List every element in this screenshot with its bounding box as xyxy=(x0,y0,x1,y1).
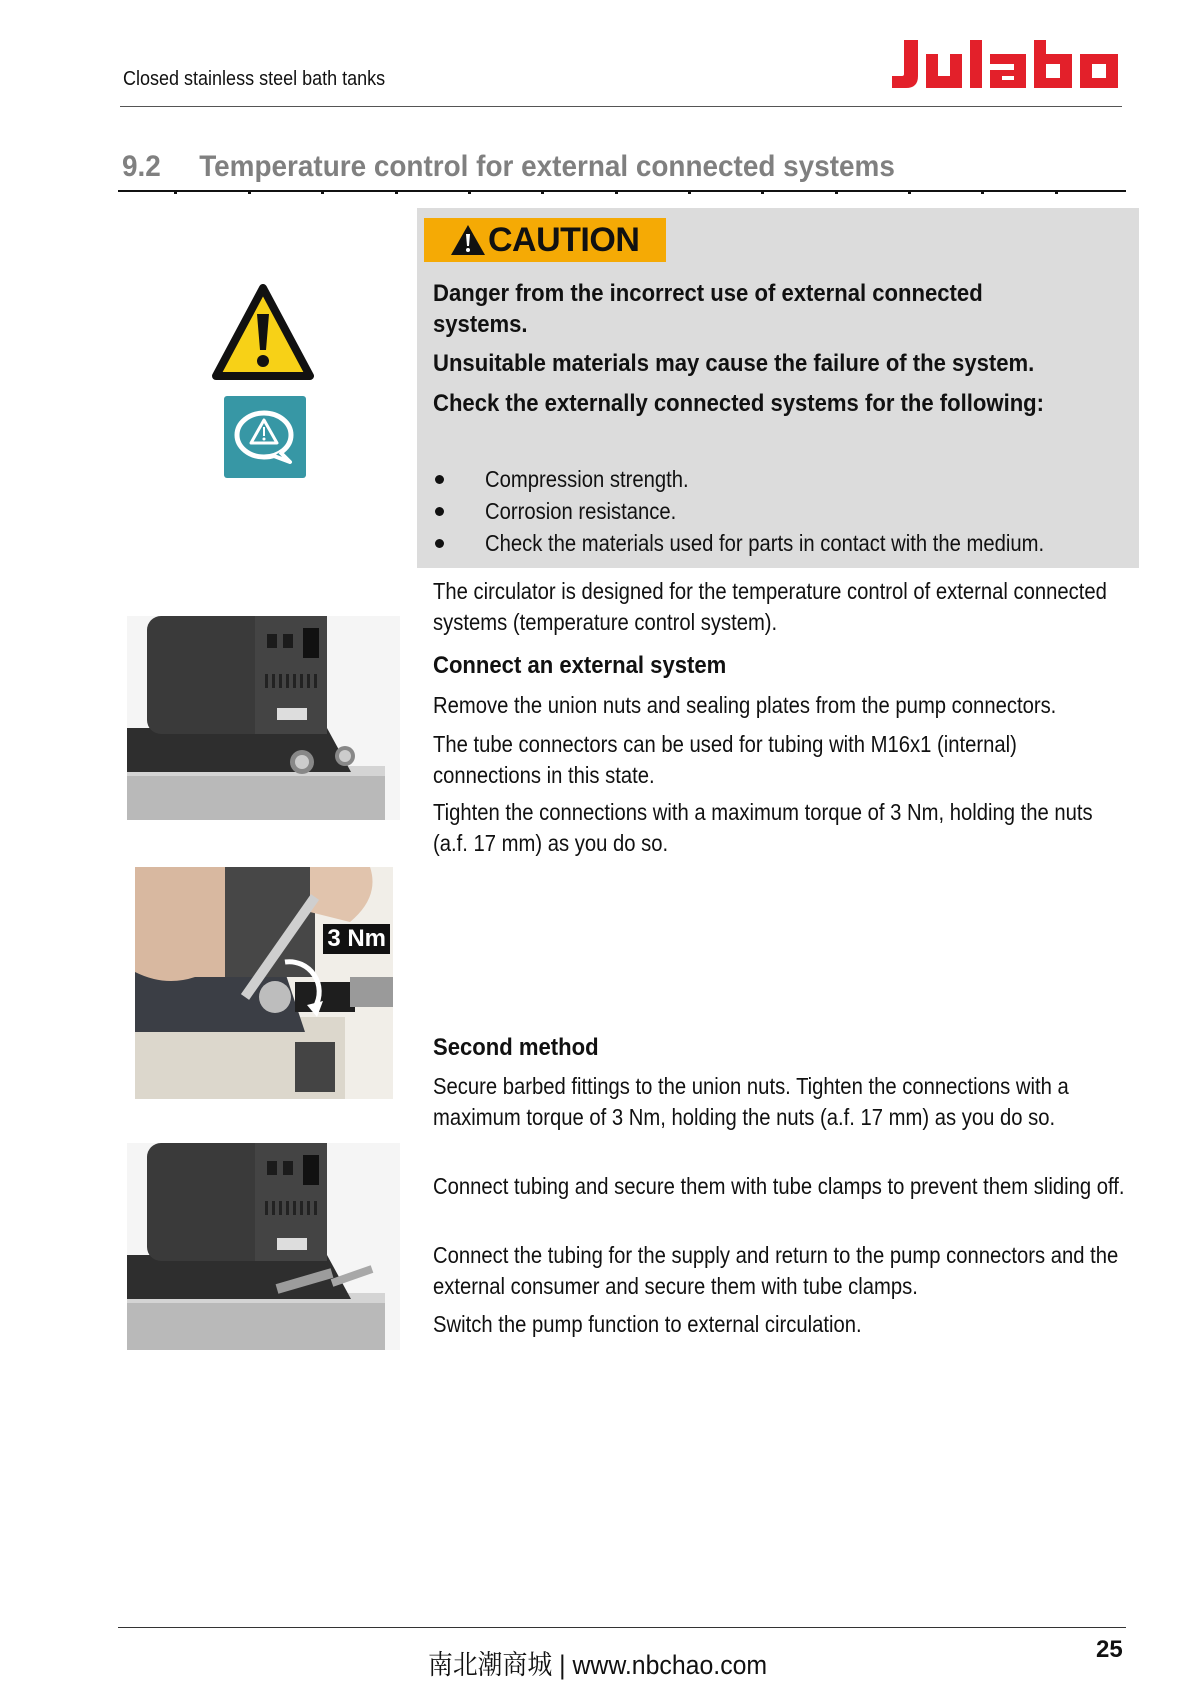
photo-barbed-fittings xyxy=(127,1143,400,1350)
list-item: Compression strength. xyxy=(433,463,1133,495)
bullet-icon xyxy=(435,475,444,484)
section-number: 9.2 xyxy=(122,150,161,183)
caution-title: CAUTION xyxy=(488,220,640,259)
torque-label: 3 Nm xyxy=(323,924,390,954)
header-divider xyxy=(120,106,1122,107)
second-method-heading: Second method xyxy=(433,1034,599,1061)
list-item: Check the materials used for parts in contact with the medium. xyxy=(433,527,1133,559)
speech-bubble-warning-icon xyxy=(224,396,306,478)
caution-triangle-icon xyxy=(450,224,486,256)
connect-step: The tube connectors can be used for tubing with M16x1 (internal) connections in this state. xyxy=(433,731,1017,788)
footer-watermark: 南北潮商城 | www.nbchao.com xyxy=(428,1650,768,1680)
warning-triangle-icon xyxy=(212,284,314,382)
caution-bullet-list xyxy=(433,463,1133,559)
second-step: Switch the pump function to external circulation. xyxy=(433,1311,862,1337)
caution-materials-text: Unsuitable materials may cause the failure of the system. xyxy=(433,350,1035,377)
section-title: Temperature control for external connected systems xyxy=(199,150,895,183)
connect-step: Remove the union nuts and sealing plates from the pump connectors. xyxy=(433,692,1057,718)
intro-paragraph: The circulator is designed for the temperature control of external connected systems (temperature control system). xyxy=(433,578,1107,635)
second-step: Secure barbed fittings to the union nuts. Tighten the connections with a maximum torque of 3 Nm, holding the nuts (a.f. 17 mm) as you do so. xyxy=(433,1073,1069,1130)
photo-torque-wrench xyxy=(135,867,393,1099)
connect-heading: Connect an external system xyxy=(433,652,727,679)
julabo-logo xyxy=(890,36,1120,94)
bullet-icon xyxy=(435,507,444,516)
photo-pump-connectors xyxy=(127,616,400,820)
caution-box xyxy=(417,208,1139,568)
section-heading xyxy=(122,150,895,184)
connect-step: Tighten the connections with a maximum torque of 3 Nm, holding the nuts (a.f. 17 mm) as you do so. xyxy=(433,799,1093,856)
section-divider xyxy=(118,190,1126,192)
footer-divider xyxy=(118,1627,1126,1628)
caution-label xyxy=(424,218,666,262)
second-step: Connect tubing and secure them with tube clamps to prevent them sliding off. xyxy=(433,1173,1125,1199)
list-item: Corrosion resistance. xyxy=(433,495,1133,527)
running-title: Closed stainless steel bath tanks xyxy=(123,68,386,90)
caution-danger-text: Danger from the incorrect use of external connected systems. xyxy=(433,280,983,338)
caution-check-text: Check the externally connected systems for the following: xyxy=(433,390,1045,417)
page-number: 25 xyxy=(1096,1636,1123,1663)
bullet-icon xyxy=(435,539,444,548)
second-step: Connect the tubing for the supply and return to the pump connectors and the external consumer and secure them with tube clamps. xyxy=(433,1242,1119,1299)
